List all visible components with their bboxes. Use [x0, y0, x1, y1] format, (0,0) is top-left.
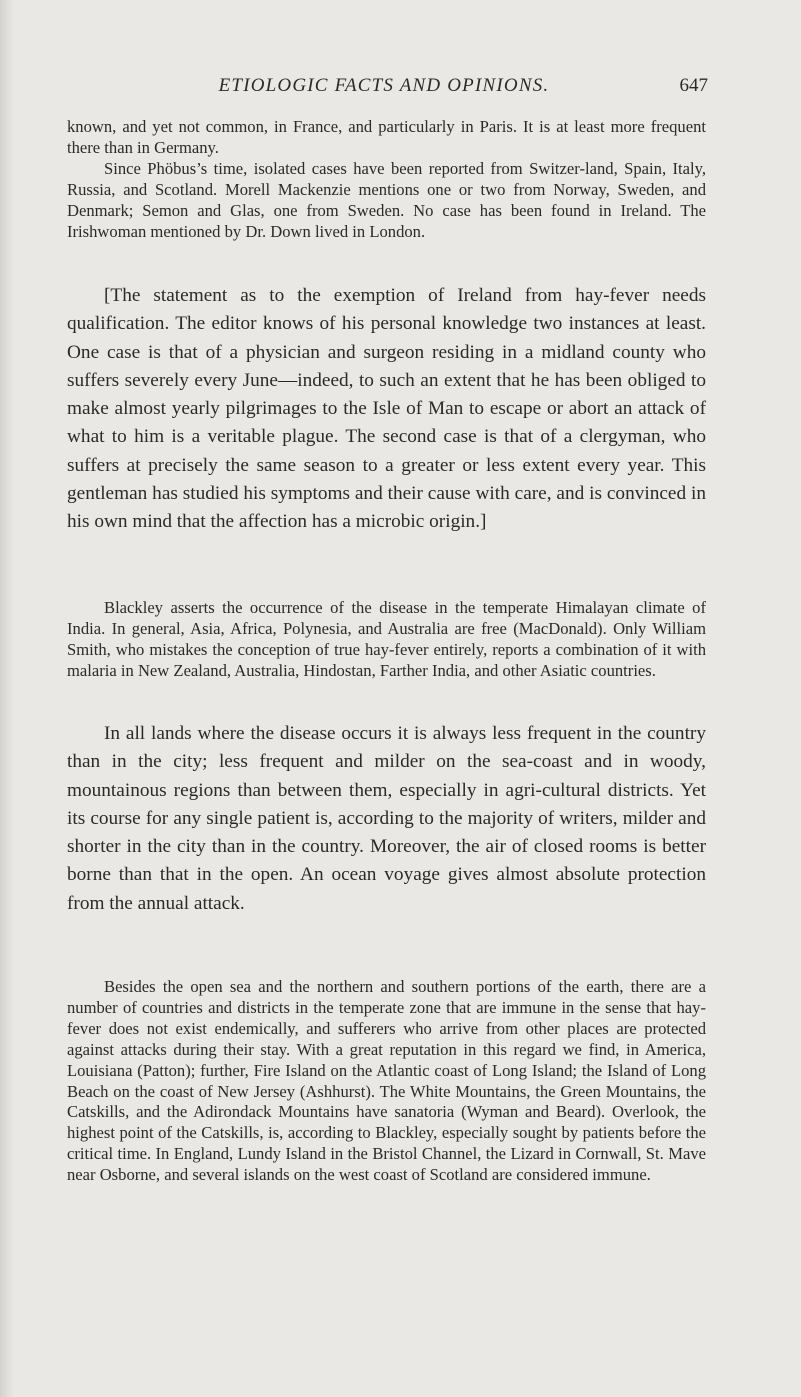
- paragraph-blackley: Blackley asserts the occurrence of the disease in the temperate Himalayan climate of India. In general, Asia, Africa, Polynesia, and Australia are free (MacDonald). Only William Smith, who mistakes the conception of true hay-fever entirely, reports a combination of it with malaria in New Zealand, Australia, Hindostan, Farther India, and other Asiatic countries.: [67, 598, 706, 680]
- paragraph-editor-note: [The statement as to the exemption of Ireland from hay-fever needs qualification. The editor knows of his personal knowledge two instances at least. One case is that of a physician and surgeon residing in a midland county who suffers severely every June—indeed, to such an extent that he has been obliged to make almost yearly pilgrimages to the Isle of Man to escape or abort an attack of what to him is a veritable plague. The second case is that of a clergyman, who suffers at precisely the same season to a greater or less extent every year. This gentleman has studied his symptoms and their cause with care, and is convinced in his own mind that the affection has a microbic origin.]: [67, 285, 706, 533]
- running-head: [60, 75, 708, 103]
- paragraph-all-lands: In all lands where the disease occurs it is always less frequent in the country than in the city; less frequent and milder on the sea-coast and in woody, mountainous regions than between them, especially in agri-cultural districts. Yet its course for any single patient is, according to the majority of writers, milder and shorter in the city than in the country. Moreover, the air of closed rooms is better borne than that in the open. An ocean voyage gives almost absolute protection from the annual attack.: [67, 723, 706, 914]
- paragraph-france: known, and yet not common, in France, and particularly in Paris. It is at least more frequent there than in Germany.: [67, 117, 706, 157]
- paragraph-isolated-cases: Since Phöbus’s time, isolated cases have been reported from Switzer-land, Spain, Italy, Russia, and Scotland. Morell Mackenzie mentions one or two from Norway, Sweden, and Denmark; Semon and Glas, one from Sweden. No case has been found in Ireland. The Irishwoman mentioned by Dr. Down lived in London.: [67, 159, 706, 241]
- paragraph-immune-districts: Besides the open sea and the northern and southern portions of the earth, there are a number of countries and districts in the temperate zone that are immune in the sense that hay-fever does not exist endemically, and sufferers who arrive from other places are protected against attacks during their stay. With a great reputation in this regard we find, in America, Louisiana (Patton); further, Fire Island on the Atlantic coast of Long Island; the Island of Long Beach on the coast of New Jersey (Ashhurst). The White Mountains, the Green Mountains, the Catskills, and the Adirondack Mountains have sanatoria (Wyman and Beard). Overlook, the highest point of the Catskills, is, according to Blackley, especially sought by patients before the critical time. In England, Lundy Island in the Bristol Channel, the Lizard in Cornwall, St. Mave near Osborne, and several islands on the west coast of Scotland are considered immune.: [67, 977, 706, 1185]
- running-title: ETIOLOGIC FACTS AND OPINIONS.: [218, 75, 550, 96]
- page-number: 647: [679, 75, 708, 96]
